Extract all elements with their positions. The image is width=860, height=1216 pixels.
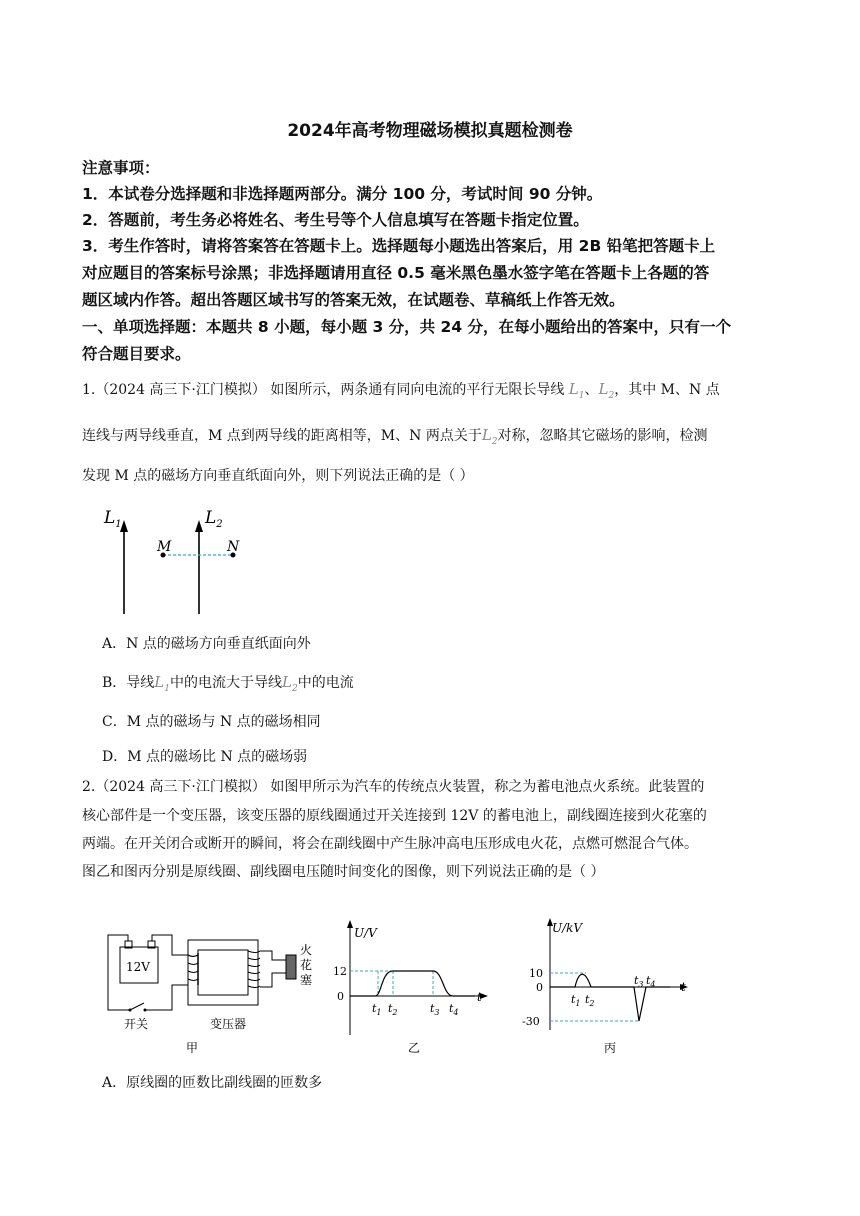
spark-plug-label: 塞 xyxy=(300,973,313,987)
tick-10: 10 xyxy=(529,967,543,980)
arrow-icon xyxy=(195,520,203,532)
notice-line-3: 3．考生作答时，请将答案答在答题卡上。选择题每小题选出答案后，用 2B 铅笔把答题卡上 xyxy=(82,237,716,255)
spark-plug-label: 花 xyxy=(300,958,313,972)
transformer-label: 变压器 xyxy=(210,1017,247,1031)
x-axis-label: t xyxy=(477,990,482,1004)
y-axis-label: U/kV xyxy=(552,921,583,935)
q1-option-d: D．M 点的磁场比 N 点的磁场弱 xyxy=(102,749,308,765)
q1-option-c: C．M 点的磁场与 N 点的磁场相同 xyxy=(102,714,321,730)
q2-figure-yi xyxy=(325,915,505,1060)
tick-12: 12 xyxy=(333,965,347,978)
notice-line-1: 1．本试卷分选择题和非选择题两部分。满分 100 分，考试时间 90 分钟。 xyxy=(82,185,603,203)
y-axis-label: U/V xyxy=(354,926,377,940)
figure-caption: 甲 xyxy=(186,1041,199,1055)
q1-wire-diagram xyxy=(95,500,255,620)
figure-caption: 丙 xyxy=(604,1041,617,1055)
tick-t1: $t_1$ xyxy=(372,1002,382,1017)
q2-stem-line-2: 核心部件是一个变压器，该变压器的原线圈通过开关连接到 12V 的蓄电池上，副线圈连接到火花塞的 xyxy=(82,808,707,824)
tick-t4: $t_4$ xyxy=(449,1002,459,1017)
label-M: M xyxy=(157,539,172,555)
section-heading-line-2: 符合题目要求。 xyxy=(82,345,191,363)
q1-stem-text: ，其中 M、N 点 xyxy=(614,382,720,398)
primary-coil xyxy=(188,955,198,981)
tick-minus-30: -30 xyxy=(522,1015,540,1028)
symbol-L2: $L_2$ xyxy=(282,673,298,694)
q2-figure-jia xyxy=(100,925,325,1060)
q1-option-b xyxy=(102,672,354,694)
tick-t3: $t_3$ xyxy=(634,974,644,989)
q1-stem-line-2 xyxy=(82,425,708,447)
tick-t2: $t_2$ xyxy=(585,993,595,1008)
voltage-curve xyxy=(350,971,475,996)
symbol-L1: $L_1$ xyxy=(568,380,585,401)
symbol-L1: $L_1$ xyxy=(154,673,170,694)
spark-plug-label: 火 xyxy=(300,943,313,957)
separator: 、 xyxy=(584,382,599,398)
symbol-L2: $L_2$ xyxy=(598,380,615,401)
symbol-L2: $L_2$ xyxy=(481,426,498,447)
q1-option-a: A．N 点的磁场方向垂直纸面向外 xyxy=(102,636,311,652)
q1-stem-text: 对称，忽略其它磁场的影响，检测 xyxy=(497,428,708,444)
q2-option-a: A．原线圈的匝数比副线圈的匝数多 xyxy=(102,1075,323,1091)
tick-0: 0 xyxy=(536,981,543,994)
switch-icon xyxy=(130,1003,144,1010)
battery-label: 12V xyxy=(126,960,150,974)
spark-plug-icon xyxy=(286,955,296,979)
option-text: B．导线 xyxy=(102,675,155,691)
page-title: 2024年高考物理磁场模拟真题检测卷 xyxy=(287,121,573,141)
figure-caption: 乙 xyxy=(408,1041,421,1055)
x-axis-label: t xyxy=(681,980,686,994)
section-heading-line-1: 一、单项选择题：本题共 8 小题，每小题 3 分，共 24 分，在每小题给出的答案中，只有一个 xyxy=(82,318,732,336)
notice-line-5: 题区域内作答。超出答题区域书写的答案无效，在试题卷、草稿纸上作答无效。 xyxy=(82,291,625,309)
tick-0: 0 xyxy=(337,990,344,1003)
notice-heading: 注意事项： xyxy=(82,159,160,177)
tick-t2: $t_2$ xyxy=(388,1002,398,1017)
tick-t4: $t_4$ xyxy=(646,974,656,989)
label-L2: $L_2$ xyxy=(205,508,223,530)
tick-t3: $t_3$ xyxy=(430,1002,440,1017)
notice-line-2: 2．答题前，考生务必将姓名、考生号等个人信息填写在答题卡指定位置。 xyxy=(82,211,589,229)
tick-t1: $t_1$ xyxy=(571,993,581,1008)
q1-stem-text: 连线与两导线垂直，M 点到两导线的距离相等，M、N 两点关于 xyxy=(82,428,482,444)
option-text: 中的电流大于导线 xyxy=(170,675,282,691)
q2-figure-bing xyxy=(518,910,698,1060)
option-text: 中的电流 xyxy=(297,675,354,691)
q2-stem-line-1: 2.（2024 高三下·江门模拟） 如图甲所示为汽车的传统点火装置，称之为蓄电池点火系统。此装置的 xyxy=(82,779,705,795)
label-L1: $L_1$ xyxy=(104,508,122,530)
notice-line-4: 对应题目的答案标号涂黑；非选择题请用直径 0.5 毫米黑色墨水签字笔在答题卡上各题的答 xyxy=(82,264,710,282)
switch-label: 开关 xyxy=(124,1017,149,1031)
q1-stem-line-1 xyxy=(82,379,720,401)
q2-stem-line-3: 两端。在开关闭合或断开的瞬间，将会在副线圈中产生脉冲高电压形成电火花，点燃可燃混合气体。 xyxy=(82,836,698,852)
label-N: N xyxy=(227,539,240,555)
q1-stem-text: 1.（2024 高三下·江门模拟） 如图所示，两条通有同向电流的平行无限长导线 xyxy=(82,382,565,398)
q1-stem-line-3: 发现 M 点的磁场方向垂直纸面向外，则下列说法正确的是（ ） xyxy=(82,468,474,484)
q2-stem-line-4: 图乙和图丙分别是原线圈、副线圈电压随时间变化的图像，则下列说法正确的是（ ） xyxy=(82,864,605,880)
